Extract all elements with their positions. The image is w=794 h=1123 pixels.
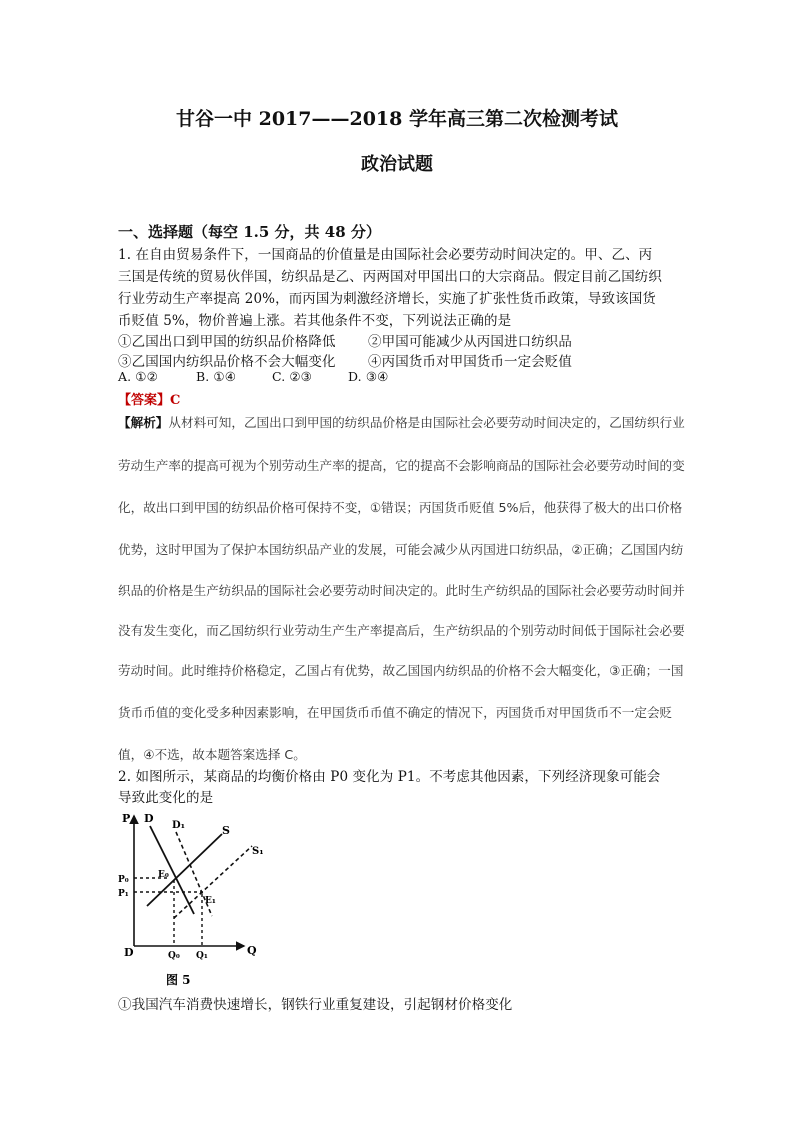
analysis-text: 从材料可知，乙国出口到甲国的纺织品价格是由国际社会必要劳动时间决定的，乙国纺织行业	[168, 415, 685, 430]
p1-label: P₁	[118, 889, 129, 899]
q1-analysis-line: 劳动时间。此时维持价格稳定，乙国占有优势，故乙国国内纺织品的价格不会大幅变化，③正确；一国	[118, 663, 684, 678]
q2-statement-1: ①我国汽车消费快速增长，钢铁行业重复建设，引起钢材价格变化	[118, 997, 513, 1013]
e0-label: E₀	[158, 870, 169, 880]
exam-title: 甘谷一中 2017——2018 学年高三第二次检测考试	[176, 108, 618, 130]
q-axis-label: Q	[247, 944, 257, 957]
d-label: D	[144, 812, 154, 825]
q1-line: 币贬值 5%，物价普遍上涨。若其他条件不变，下列说法正确的是	[118, 313, 512, 329]
supply-curve-s1	[174, 846, 252, 918]
subject-title: 政治试题	[361, 154, 433, 175]
q1-statement-2: ②甲国可能减少从丙国进口纺织品	[368, 334, 572, 350]
origin-label: D	[124, 946, 134, 959]
analysis-tag: 【解析】	[118, 415, 169, 430]
q1-options	[118, 369, 388, 384]
e1-label: E₁	[205, 896, 216, 906]
q2-line: 导致此变化的是	[118, 790, 214, 806]
q1-line: 行业劳动生产率提高 20%，而丙国为刺激经济增长，实施了扩张性货币政策，导致该国货	[118, 291, 656, 307]
s1-label: S₁	[252, 846, 264, 857]
q1-option-c: C. ②③	[272, 369, 312, 384]
q1-statement-1: ①乙国出口到甲国的纺织品价格降低	[118, 334, 336, 350]
supply-demand-figure	[112, 806, 272, 994]
q1-option-d: D. ③④	[348, 369, 389, 384]
q1-line: 1. 在自由贸易条件下，一国商品的价值量是由国际社会必要劳动时间决定的。甲、乙、丙	[118, 247, 653, 263]
section-heading: 一、选择题（每空 1.5 分，共 48 分）	[118, 223, 381, 241]
q0-label: Q₀	[168, 951, 180, 961]
q1-analysis-line: 劳动生产率的提高可视为个别劳动生产率的提高，它的提高不会影响商品的国际社会必要劳动时间的变	[118, 458, 685, 473]
figure-caption: 图 5	[166, 973, 191, 987]
q1-analysis-line: 没有发生变化，而乙国纺织行业劳动生产生产率提高后，生产纺织品的个别劳动时间低于国际社会必要	[118, 623, 685, 638]
q1-analysis-line: 织品的价格是生产纺织品的国际社会必要劳动时间决定的。此时生产纺织品的国际社会必要劳动时间并	[118, 583, 685, 598]
q1-analysis-line	[118, 412, 685, 431]
q1-answer-tag: 【答案】C	[118, 393, 181, 408]
q1-label: Q₁	[196, 951, 208, 961]
q1-line: 三国是传统的贸易伙伴国，纺织品是乙、丙两国对甲国出口的大宗商品。假定目前乙国纺织	[118, 269, 662, 285]
q1-statement-4: ④丙国货币对甲国货币一定会贬值	[368, 354, 572, 370]
q1-option-b: B. ①④	[196, 369, 237, 384]
p-axis-label: P	[122, 812, 131, 825]
q1-analysis-line: 优势，这时甲国为了保护本国纺织品产业的发展，可能会减少从丙国进口纺织品，②正确；乙国国内纺	[118, 542, 684, 557]
q2-line: 2. 如图所示，某商品的均衡价格由 P0 变化为 P1。不考虑其他因素，下列经济现象可能会	[118, 769, 661, 785]
q1-analysis-line: 化，故出口到甲国的纺织品价格可保持不变，①错误；丙国货币贬值 5%后，他获得了极大的出口价格	[118, 500, 683, 515]
q1-analysis-line: 值，④不选，故本题答案选择 C。	[118, 747, 306, 762]
q1-statement-3: ③乙国国内纺织品价格不会大幅变化	[118, 354, 336, 370]
q1-analysis-line: 货币币值的变化受多种因素影响，在甲国货币币值不确定的情况下，丙国货币对甲国货币不一定会贬	[118, 705, 673, 720]
d1-label: D₁	[172, 820, 186, 831]
demand-curve-d	[150, 826, 194, 914]
q1-option-a: A. ①②	[118, 369, 158, 384]
s-label: S	[222, 824, 230, 837]
p0-label: P₀	[118, 875, 129, 885]
